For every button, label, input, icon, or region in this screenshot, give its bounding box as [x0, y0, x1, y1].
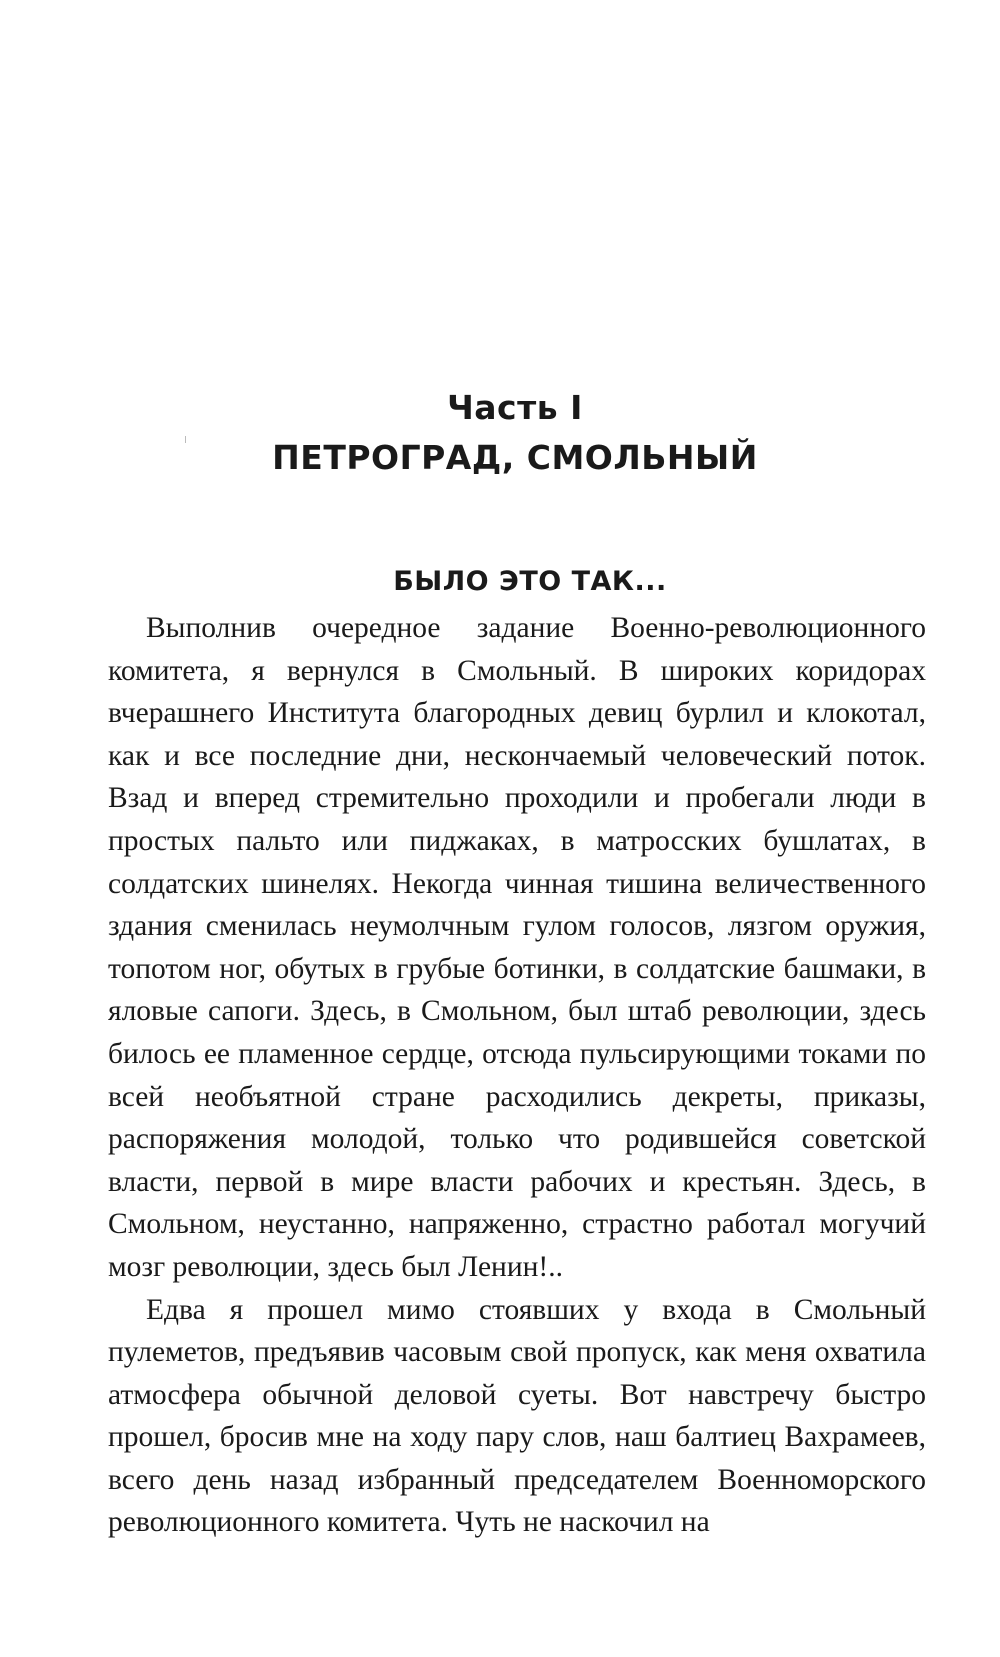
section-title: БЫЛО ЭТО ТАК... — [393, 566, 667, 597]
part-heading — [0, 383, 1000, 483]
paragraph: Выполнив очередное задание Военно-революционного комитета, я вернулся в Смольный. В широких коридорах вчерашнего Института благородных девиц бурлил и клокотал, как и все последние дни, нескончаемый человеческий поток. Взад и вперед стремительно проходили и пробегали люди в простых пальто или пиджаках, в матросских бушлатах, в солдатских шинелях. Некогда чинная тишина величественного здания сменилась неумолчным гулом голосов, лязгом оружия, топотом ног, обутых в грубые ботинки, в солдатские башмаки, в яловые сапоги. Здесь, в Смольном, был штаб революции, здесь билось ее пламенное сердце, отсюда пульсирующими токами по всей необъятной стране расходились декреты, приказы, распоряжения молодой, только что родившейся советской власти, первой в мире власти рабочих и крестьян. Здесь, в Смольном, неустанно, напряженно, страстно работал могучий мозг революции, здесь был Ленин!.. — [108, 612, 926, 1283]
part-subtitle: ПЕТРОГРАД, СМОЛЬНЫЙ — [272, 438, 758, 477]
paragraph: Едва я прошел мимо стоявших у входа в Смольный пулеметов, предъявив часовым свой пропуск, как меня охватила атмосфера обычной деловой суеты. Вот навстречу быстро прошел, бросив мне на ходу пару слов, наш балтиец Вахрамеев, всего день назад избранный председателем Военноморского революционного комитета. Чуть не наскочил на — [108, 1293, 926, 1539]
body-text — [108, 607, 926, 1544]
part-title: Часть I — [447, 388, 583, 427]
